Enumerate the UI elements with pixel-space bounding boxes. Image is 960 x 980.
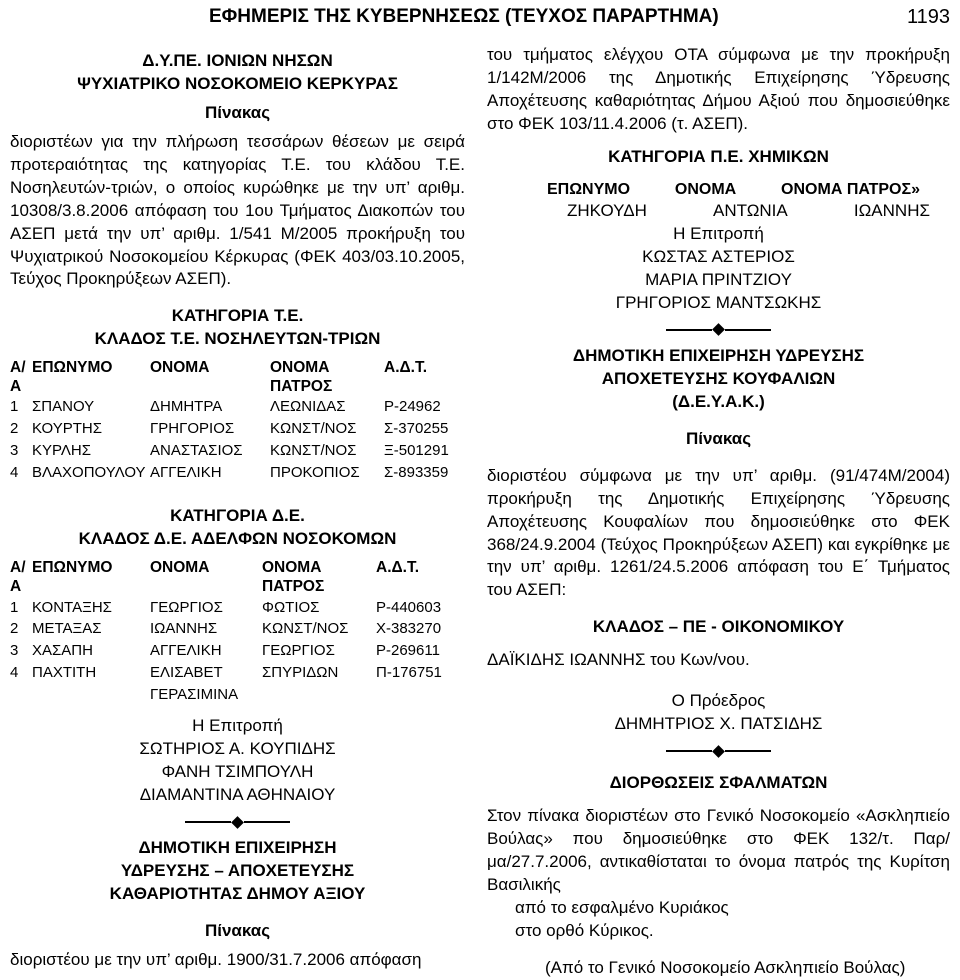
cell-name: ΓΡΗΓΟΡΙΟΣ bbox=[150, 420, 235, 438]
committee-member: ΜΑΡΙΑ ΠΡΙΝΤΖΙΟΥ bbox=[645, 270, 792, 290]
table-row bbox=[10, 640, 465, 662]
cell-father: ΓΕΩΡΓΙΟΣ bbox=[262, 642, 335, 659]
cell-aa: 3 bbox=[10, 642, 19, 659]
divider-ornament bbox=[10, 815, 465, 829]
cell-surname: ΣΠΑΝΟΥ bbox=[32, 398, 95, 416]
header-father: ΟΝΟΜΑ ΠΑΤΡΟΣ bbox=[262, 559, 325, 595]
table-header-row bbox=[10, 359, 465, 396]
header-aa: Α/Α bbox=[10, 559, 26, 595]
enterprise-line-1: ΔΗΜΟΤΙΚΗ ΕΠΙΧΕΙΡΗΣΗ ΥΔΡΕΥΣΗΣ bbox=[572, 345, 865, 365]
cell-surname: ΧΑΣΑΠΗ bbox=[32, 642, 93, 659]
org-line-2: ΨΥΧΙΑΤΡΙΚΟ ΝΟΣΟΚΟΜΕΙΟ ΚΕΡΚΥΡΑΣ bbox=[77, 73, 398, 93]
header-name: ΟΝΟΜΑ bbox=[150, 559, 210, 577]
header-surname: ΕΠΩΝΥΜΟ bbox=[32, 359, 113, 377]
nurses-table-body bbox=[10, 396, 465, 483]
table-heading: Πίνακας bbox=[204, 920, 271, 940]
right-column bbox=[487, 44, 950, 980]
cell-aa: 4 bbox=[10, 463, 19, 481]
enterprise-line-2: ΥΔΡΕΥΣΗΣ – ΑΠΟΧΕΤΕΥΣΗΣ bbox=[120, 860, 355, 880]
committee-title: Η Επιτροπή bbox=[673, 224, 764, 244]
cell-father: ΚΩΝΣΤ/ΝΟΣ bbox=[270, 441, 357, 459]
enterprise-line-3: (Δ.Ε.Υ.Α.Κ.) bbox=[672, 391, 765, 411]
cell-aa: 1 bbox=[10, 598, 19, 616]
cell-surname: ΚΥΡΛΗΣ bbox=[32, 441, 92, 459]
committee-member: ΓΡΗΓΟΡΙΟΣ ΜΑΝΤΣΩΚΗΣ bbox=[615, 293, 822, 313]
tail-paragraph: διοριστέου με την υπ’ αριθμ. 1900/31.7.2006 απόφαση bbox=[10, 949, 422, 969]
errata-to: στο ορθό Κύρικος. bbox=[515, 920, 654, 940]
intro-paragraph: διοριστέων για την πλήρωση τεσσάρων θέσεων με σειρά προτεραιότητας της κατηγορίας Τ.Ε. του κλάδου Τ.Ε. Νοσηλευτών-τριών, ο οποίος κυρώθηκε με την υπ’ αριθμ. 10308/3.8.2006 απόφαση του 1ου Τμήματος Διακοπών του ΑΣΕΠ μετά την υπ’ αριθμ. 1/541 Μ/2005 προκήρυξη του Ψυχιατρικού Νοσοκομείου Κέρκυρας (ΦΕΚ 403/03.10.2005, Τεύχος Προκηρύξεων ΑΣΕΠ). bbox=[10, 131, 465, 289]
appointment-paragraph: διοριστέου σύμφωνα με την υπ’ αριθμ. (91/474Μ/2004) προκήρυξη της Δημοτικής Επιχείρησης Ύδρευσης Αποχέτευσης Κουφαλίων που δημοσιεύθηκε στο ΦΕΚ 368/24.9.2004 (Τεύχος Προκηρύξεων ΑΣΕΠ) και εγκρίθηκε με την υπ’ αριθμ. 1261/24.5.2006 απόφαση του Ε΄ Τμήματος του ΑΣΕΠ: bbox=[487, 465, 950, 600]
page-header bbox=[0, 4, 960, 28]
cell-id: Ρ-24962 bbox=[384, 398, 441, 416]
enterprise-line-3: ΚΑΘΑΡΙΟΤΗΤΑΣ ΔΗΜΟΥ ΑΞΙΟΥ bbox=[109, 883, 366, 903]
cell-id: Χ-383270 bbox=[376, 620, 442, 638]
enterprise-line-2: ΑΠΟΧΕΤΕΥΣΗΣ ΚΟΥΦΑΛΙΩΝ bbox=[601, 368, 836, 388]
cell-name: ΑΓΓΕΛΙΚΗ bbox=[150, 463, 222, 481]
committee-member: ΣΩΤΗΡΙΟΣ Α. ΚΟΥΠΙΔΗΣ bbox=[139, 739, 336, 759]
table-row bbox=[10, 418, 465, 440]
cell-father: ΦΩΤΙΟΣ bbox=[262, 598, 320, 616]
cell-father: ΠΡΟΚΟΠΙΟΣ bbox=[270, 463, 360, 481]
org-line-1: Δ.Υ.ΠΕ. ΙΟΝΙΩΝ ΝΗΣΩΝ bbox=[142, 51, 333, 70]
president-title: Ο Πρόεδρος bbox=[671, 691, 766, 711]
cell-surname: ΠΑΧΤΙΤΗ bbox=[32, 663, 97, 681]
chemist-header-row bbox=[487, 179, 950, 201]
table-row bbox=[10, 597, 465, 619]
category-2-line-2: ΚΛΑΔΟΣ Δ.Ε. ΑΔΕΛΦΩΝ ΝΟΣΟΚΟΜΩΝ bbox=[78, 529, 397, 549]
cell-aa: 2 bbox=[10, 420, 19, 438]
name: ΑΝΤΩΝΙΑ bbox=[713, 201, 788, 221]
divider-ornament bbox=[487, 744, 950, 758]
table-header-row bbox=[10, 559, 465, 596]
cell-id: Ρ-269611 bbox=[376, 642, 440, 659]
header-id: Α.Δ.Τ. bbox=[384, 359, 428, 377]
header-id: Α.Δ.Τ. bbox=[376, 559, 420, 577]
header-name: ΟΝΟΜΑ bbox=[150, 359, 210, 377]
errata-from: από το εσφαλμένο Κυριάκος bbox=[515, 897, 729, 917]
committee-title: Η Επιτροπή bbox=[192, 716, 283, 736]
header-name: ΟΝΟΜΑ bbox=[674, 180, 737, 198]
cell-aa: 2 bbox=[10, 620, 19, 638]
gazette-title: ΕΦΗΜΕΡΙΣ ΤΗΣ ΚΥΒΕΡΝΗΣΕΩΣ (ΤΕΥΧΟΣ ΠΑΡΑΡΤΗΜΑ) bbox=[209, 6, 719, 27]
errata-source: (Από το Γενικό Νοσοκομείο Ασκληπιείο Βούλας) bbox=[545, 957, 906, 977]
continuation-paragraph: του τμήματος ελέγχου ΟΤΑ σύμφωνα με την προκήρυξη 1/142Μ/2006 της Δημοτικής Επιχείρησης Ύδρευσης Αποχέτευσης καθαριότητας Δήμου Αξιού που δημοσιεύθηκε στο ΦΕΚ 103/11.4.2006 (τ. ΑΣΕΠ). bbox=[487, 45, 950, 133]
committee-member: ΔΙΑΜΑΝΤΙΝΑ ΑΘΗΝΑΙΟΥ bbox=[139, 785, 336, 805]
category-heading: ΚΑΤΗΓΟΡΙΑ Π.Ε. ΧΗΜΙΚΩΝ bbox=[608, 146, 829, 166]
divider-ornament bbox=[487, 323, 950, 337]
committee-member: ΚΩΣΤΑΣ ΑΣΤΕΡΙΟΣ bbox=[642, 247, 795, 267]
page-number: 1193 bbox=[906, 6, 950, 28]
president-name: ΔΗΜΗΤΡΙΟΣ Χ. ΠΑΤΣΙΔΗΣ bbox=[614, 714, 823, 734]
cell-father: ΚΩΝΣΤ/ΝΟΣ bbox=[270, 420, 357, 438]
errata-paragraph: Στον πίνακα διοριστέων στο Γενικό Νοσοκομείο «Ασκληπιείο Βούλας» που δημοσιεύθηκε στο ΦΕΚ 132/τ. Παρ/μα/27.7.2006, αντικαθίσταται το όνομα πατρός της Κυρίτση Βασιλικής bbox=[487, 806, 950, 894]
table-row bbox=[10, 662, 465, 706]
table-row bbox=[10, 396, 465, 418]
table-row bbox=[10, 618, 465, 640]
nurses-table bbox=[10, 359, 465, 483]
cell-id: Ρ-440603 bbox=[376, 598, 442, 616]
header-aa: Α/Α bbox=[10, 359, 26, 395]
cell-id: Σ-370255 bbox=[384, 420, 449, 438]
cell-name: ΑΝΑΣΤΑΣΙΟΣ bbox=[150, 441, 243, 459]
cell-father: ΚΩΝΣΤ/ΝΟΣ bbox=[262, 620, 349, 638]
committee-member: ΦΑΝΗ ΤΣΙΜΠΟΥΛΗ bbox=[161, 762, 314, 782]
header-father: ΟΝΟΜΑ ΠΑΤΡΟΣ» bbox=[781, 180, 920, 198]
cell-surname: ΚΟΥΡΤΗΣ bbox=[32, 420, 103, 438]
cell-aa: 4 bbox=[10, 663, 19, 681]
surname: ΖΗΚΟΥΔΗ bbox=[567, 201, 647, 221]
category-2-line-1: ΚΑΤΗΓΟΡΙΑ Δ.Ε. bbox=[170, 506, 305, 526]
father-name: ΙΩΑΝΝΗΣ bbox=[853, 201, 930, 221]
chemist-row bbox=[487, 200, 950, 223]
header-father: ΟΝΟΜΑ ΠΑΤΡΟΣ bbox=[270, 359, 333, 395]
errata-heading: ΔΙΟΡΘΩΣΕΙΣ ΣΦΑΛΜΑΤΩΝ bbox=[609, 773, 828, 793]
header-surname: ΕΠΩΝΥΜΟ bbox=[547, 180, 631, 198]
cell-aa: 3 bbox=[10, 441, 19, 459]
table-heading: Πίνακας bbox=[685, 428, 752, 448]
assistant-nurses-table-body bbox=[10, 597, 465, 706]
cell-name: ΔΗΜΗΤΡΑ bbox=[150, 398, 223, 416]
enterprise-line-1: ΔΗΜΟΤΙΚΗ ΕΠΙΧΕΙΡΗΣΗ bbox=[138, 838, 337, 857]
cell-father: ΣΠΥΡΙΔΩΝ bbox=[262, 663, 339, 681]
cell-surname: ΚΟΝΤΑΞΗΣ bbox=[32, 598, 112, 616]
cell-id: Ξ-501291 bbox=[384, 441, 449, 459]
left-column bbox=[10, 50, 465, 972]
assistant-nurses-table bbox=[10, 559, 465, 705]
header-surname: ΕΠΩΝΥΜΟ bbox=[32, 559, 113, 577]
cell-father: ΛΕΩΝΙΔΑΣ bbox=[270, 398, 346, 416]
branch-heading: ΚΛΑΔΟΣ – ΠΕ - ΟΙΚΟΝΟΜΙΚΟΥ bbox=[592, 617, 845, 637]
table-row bbox=[10, 462, 465, 484]
cell-id: Π-176751 bbox=[376, 663, 442, 681]
table-row bbox=[10, 440, 465, 462]
category-1-line-2: ΚΛΑΔΟΣ Τ.Ε. ΝΟΣΗΛΕΥΤΩΝ-ΤΡΙΩΝ bbox=[94, 329, 381, 349]
category-1-line-1: ΚΑΤΗΓΟΡΙΑ Τ.Ε. bbox=[171, 306, 304, 326]
cell-surname: ΒΛΑΧΟΠΟΥΛΟΥ bbox=[32, 463, 146, 481]
cell-name: ΑΓΓΕΛΙΚΗ bbox=[150, 642, 222, 659]
cell-surname: ΜΕΤΑΞΑΣ bbox=[32, 620, 102, 638]
cell-name: ΙΩΑΝΝΗΣ bbox=[150, 620, 218, 638]
cell-name: ΓΕΩΡΓΙΟΣ bbox=[150, 598, 223, 616]
cell-aa: 1 bbox=[10, 398, 19, 416]
cell-name: ΕΛΙΣΑΒΕΤ ΓΕΡΑΣΙΜΙΝΑ bbox=[150, 663, 239, 703]
cell-id: Σ-893359 bbox=[384, 463, 449, 481]
table-heading: Πίνακας bbox=[204, 102, 271, 122]
appointee: ΔΑΪΚΙΔΗΣ ΙΩΑΝΝΗΣ του Κων/νου. bbox=[487, 650, 750, 670]
